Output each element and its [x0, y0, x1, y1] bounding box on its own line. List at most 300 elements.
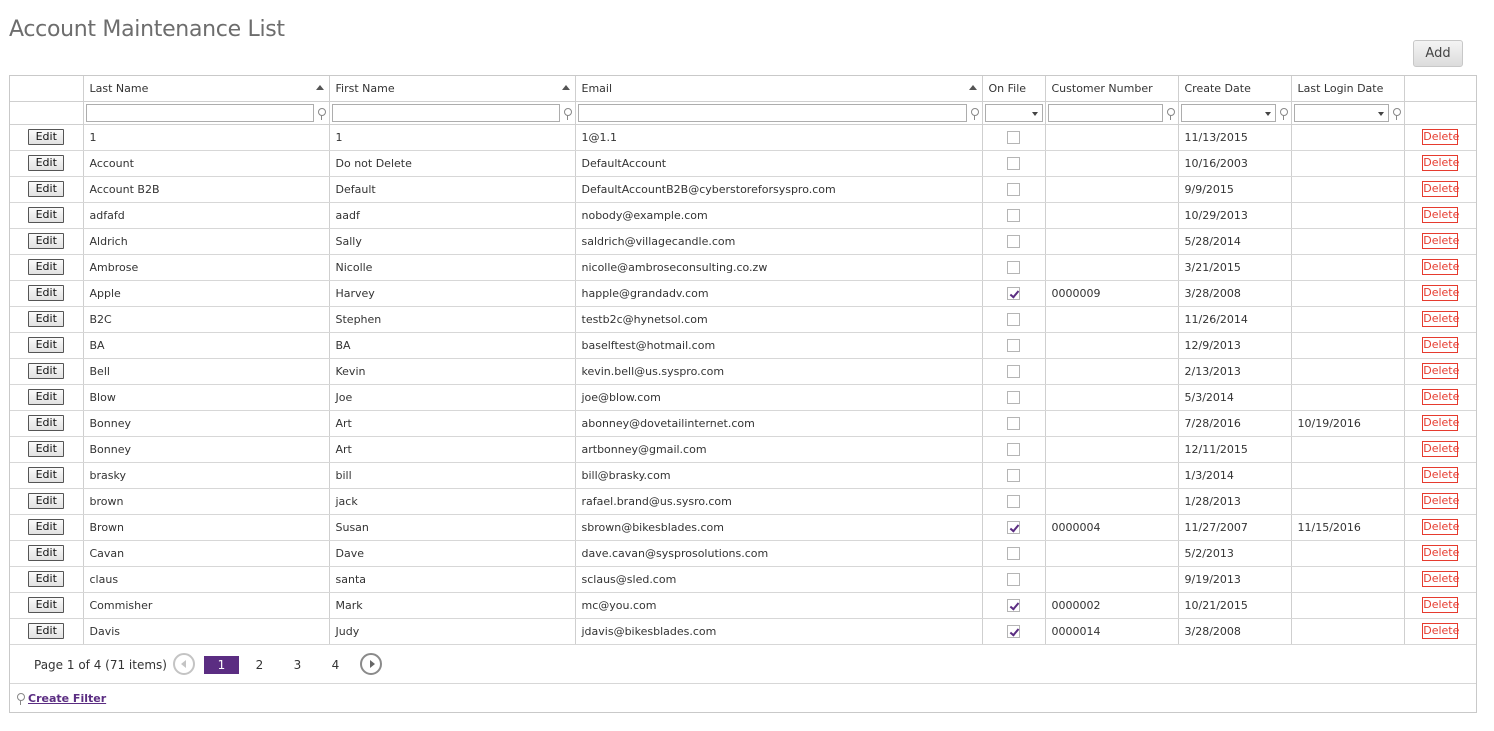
delete-button[interactable]: Delete [1423, 624, 1460, 637]
checkbox-icon[interactable] [1007, 157, 1020, 170]
pager-page-3[interactable]: 3 [293, 658, 302, 672]
edit-button[interactable]: Edit [28, 181, 64, 197]
edit-cell [10, 124, 83, 150]
edit-button[interactable]: Edit [28, 441, 64, 457]
header-create-date-label: Create Date [1184, 81, 1251, 95]
customer-number-cell [1045, 410, 1178, 436]
create-date-cell: 3/21/2015 [1178, 254, 1291, 280]
checkbox-icon[interactable] [1007, 339, 1020, 352]
table-row [10, 176, 1476, 202]
email-cell: baselftest@hotmail.com [575, 332, 982, 358]
checkbox-icon[interactable] [1007, 209, 1020, 222]
last-login-date-cell [1291, 462, 1404, 488]
pager [10, 644, 1476, 684]
last-login-date-cell [1291, 124, 1404, 150]
first-name-cell: Kevin [329, 358, 575, 384]
edit-cell [10, 488, 83, 514]
delete-cell [1404, 332, 1476, 358]
edit-button[interactable]: Edit [28, 311, 64, 327]
email-cell: happle@grandadv.com [575, 280, 982, 306]
table-row [10, 462, 1476, 488]
delete-cell [1404, 124, 1476, 150]
next-page-icon[interactable] [360, 653, 382, 675]
add-button[interactable]: Add [1413, 40, 1463, 67]
last-name-cell: adfafd [83, 202, 329, 228]
delete-cell [1404, 514, 1476, 540]
last-name-cell: Blow [83, 384, 329, 410]
last-login-date-filter-select[interactable] [1294, 104, 1389, 122]
edit-cell [10, 384, 83, 410]
checkbox-icon[interactable] [1007, 365, 1020, 378]
header-last-login-date-label: Last Login Date [1297, 81, 1384, 95]
table-row [10, 254, 1476, 280]
first-name-cell: santa [329, 566, 575, 592]
create-date-cell: 5/3/2014 [1178, 384, 1291, 410]
edit-cell [10, 332, 83, 358]
email-cell: bill@brasky.com [575, 462, 982, 488]
last-name-cell: Brown [83, 514, 329, 540]
checkbox-icon[interactable] [1007, 599, 1020, 612]
edit-cell [10, 254, 83, 280]
delete-button[interactable]: Delete [1423, 156, 1460, 169]
pager-summary: Page 1 of 4 (71 items) [34, 658, 167, 672]
edit-button[interactable]: Edit [28, 363, 64, 379]
customer-number-cell [1045, 228, 1178, 254]
customer-number-filter-input[interactable] [1048, 104, 1163, 122]
email-cell: mc@you.com [575, 592, 982, 618]
first-name-cell: Stephen [329, 306, 575, 332]
email-cell: rafael.brand@us.sysro.com [575, 488, 982, 514]
delete-cell [1404, 618, 1476, 644]
last-name-cell: Apple [83, 280, 329, 306]
customer-number-cell [1045, 254, 1178, 280]
sort-ascending-icon [562, 85, 570, 90]
header-email[interactable] [575, 76, 982, 101]
last-login-date-cell [1291, 540, 1404, 566]
edit-button[interactable]: Edit [28, 623, 64, 639]
on-file-cell [982, 384, 1045, 410]
last-name-cell: Davis [83, 618, 329, 644]
edit-cell [10, 176, 83, 202]
on-file-cell [982, 592, 1045, 618]
on-file-cell [982, 462, 1045, 488]
last-login-date-cell [1291, 306, 1404, 332]
email-cell: 1@1.1 [575, 124, 982, 150]
email-cell: saldrich@villagecandle.com [575, 228, 982, 254]
delete-cell [1404, 384, 1476, 410]
checkbox-icon[interactable] [1007, 521, 1020, 534]
dropdown-arrow-icon [1378, 112, 1384, 116]
delete-cell [1404, 150, 1476, 176]
first-name-cell: 1 [329, 124, 575, 150]
edit-button[interactable]: Edit [28, 467, 64, 483]
last-name-cell: Account [83, 150, 329, 176]
on-file-cell [982, 150, 1045, 176]
edit-cell [10, 358, 83, 384]
last-login-date-cell [1291, 332, 1404, 358]
email-cell: DefaultAccount [575, 150, 982, 176]
table-row [10, 358, 1476, 384]
on-file-cell [982, 410, 1045, 436]
checkbox-icon[interactable] [1007, 287, 1020, 300]
create-date-cell: 1/28/2013 [1178, 488, 1291, 514]
create-date-cell: 9/9/2015 [1178, 176, 1291, 202]
last-login-date-cell [1291, 488, 1404, 514]
last-name-cell: Commisher [83, 592, 329, 618]
customer-number-cell [1045, 436, 1178, 462]
header-last-login-date[interactable] [1291, 76, 1404, 101]
on-file-cell [982, 488, 1045, 514]
delete-button[interactable]: Delete [1423, 598, 1460, 611]
edit-cell [10, 150, 83, 176]
checkbox-icon[interactable] [1007, 417, 1020, 430]
filter-last-login-date [1291, 101, 1404, 124]
delete-button[interactable]: Delete [1423, 208, 1460, 221]
table-row [10, 540, 1476, 566]
email-cell: testb2c@hynetsol.com [575, 306, 982, 332]
delete-button[interactable]: Delete [1423, 312, 1460, 325]
header-first-name[interactable] [329, 76, 575, 101]
first-name-cell: Sally [329, 228, 575, 254]
last-name-cell: Aldrich [83, 228, 329, 254]
pager-page-4[interactable]: 4 [331, 658, 340, 672]
customer-number-cell [1045, 384, 1178, 410]
edit-button[interactable]: Edit [28, 597, 64, 613]
create-date-cell: 10/16/2003 [1178, 150, 1291, 176]
email-cell: joe@blow.com [575, 384, 982, 410]
customer-number-cell [1045, 306, 1178, 332]
delete-button[interactable]: Delete [1423, 520, 1460, 533]
table-row [10, 124, 1476, 150]
checkbox-icon[interactable] [1007, 443, 1020, 456]
checkbox-icon[interactable] [1007, 391, 1020, 404]
table-row [10, 150, 1476, 176]
header-last-name-label: Last Name [89, 81, 149, 95]
last-name-cell: Ambrose [83, 254, 329, 280]
first-name-cell: Default [329, 176, 575, 202]
table-row [10, 306, 1476, 332]
table-row [10, 436, 1476, 462]
last-login-date-cell [1291, 254, 1404, 280]
on-file-cell [982, 436, 1045, 462]
on-file-cell [982, 124, 1045, 150]
header-create-date[interactable] [1178, 76, 1291, 101]
first-name-cell: aadf [329, 202, 575, 228]
header-on-file[interactable] [982, 76, 1045, 101]
first-name-cell: BA [329, 332, 575, 358]
email-cell: DefaultAccountB2B@cyberstoreforsyspro.com [575, 176, 982, 202]
edit-button[interactable]: Edit [28, 233, 64, 249]
filter-first-name [329, 101, 575, 124]
delete-button[interactable]: Delete [1423, 182, 1460, 195]
email-cell: artbonney@gmail.com [575, 436, 982, 462]
filter-customer-number [1045, 101, 1178, 124]
last-login-date-cell [1291, 150, 1404, 176]
header-customer-number-label: Customer Number [1051, 81, 1153, 95]
pager-page-2[interactable]: 2 [255, 658, 264, 672]
filter-icon[interactable] [1279, 108, 1288, 120]
delete-cell [1404, 436, 1476, 462]
checkbox-icon[interactable] [1007, 573, 1020, 586]
account-grid [9, 75, 1477, 713]
delete-button[interactable]: Delete [1423, 234, 1460, 247]
delete-button[interactable]: Delete [1423, 572, 1460, 585]
delete-cell [1404, 540, 1476, 566]
on-file-filter-select[interactable] [985, 104, 1043, 122]
delete-button[interactable]: Delete [1423, 260, 1460, 273]
email-cell: sclaus@sled.com [575, 566, 982, 592]
table-row [10, 488, 1476, 514]
pager-page-1[interactable]: 1 [204, 656, 239, 674]
edit-cell [10, 436, 83, 462]
delete-button[interactable]: Delete [1423, 442, 1460, 455]
delete-cell [1404, 202, 1476, 228]
create-filter-link[interactable]: Create Filter [28, 692, 107, 705]
last-login-date-cell [1291, 384, 1404, 410]
first-name-cell: Dave [329, 540, 575, 566]
filter-icon[interactable] [970, 108, 979, 120]
grid-body [10, 124, 1476, 644]
customer-number-cell: 0000009 [1045, 280, 1178, 306]
filter-create-date [1178, 101, 1291, 124]
customer-number-cell: 0000002 [1045, 592, 1178, 618]
on-file-cell [982, 540, 1045, 566]
delete-button[interactable]: Delete [1423, 546, 1460, 559]
last-login-date-cell [1291, 202, 1404, 228]
last-name-cell: brown [83, 488, 329, 514]
email-cell: nicolle@ambroseconsulting.co.zw [575, 254, 982, 280]
first-name-cell: Harvey [329, 280, 575, 306]
create-date-cell: 5/28/2014 [1178, 228, 1291, 254]
edit-cell [10, 592, 83, 618]
edit-cell [10, 566, 83, 592]
filter-icon[interactable] [563, 108, 572, 120]
last-name-cell: BA [83, 332, 329, 358]
last-name-cell: 1 [83, 124, 329, 150]
first-name-cell: Do not Delete [329, 150, 575, 176]
on-file-cell [982, 254, 1045, 280]
first-name-filter-input[interactable] [332, 104, 560, 122]
delete-cell [1404, 306, 1476, 332]
customer-number-cell: 0000014 [1045, 618, 1178, 644]
table-row [10, 332, 1476, 358]
sort-ascending-icon [969, 85, 977, 90]
customer-number-cell [1045, 176, 1178, 202]
delete-cell [1404, 410, 1476, 436]
header-delete [1404, 76, 1476, 101]
last-name-cell: Bell [83, 358, 329, 384]
edit-button[interactable]: Edit [28, 129, 64, 145]
checkbox-icon[interactable] [1007, 313, 1020, 326]
customer-number-cell [1045, 462, 1178, 488]
table-row [10, 228, 1476, 254]
table-row [10, 384, 1476, 410]
header-email-label: Email [581, 81, 613, 95]
delete-button[interactable]: Delete [1423, 390, 1460, 403]
delete-cell [1404, 228, 1476, 254]
create-date-cell: 2/13/2013 [1178, 358, 1291, 384]
create-date-cell: 1/3/2014 [1178, 462, 1291, 488]
delete-cell [1404, 358, 1476, 384]
edit-button[interactable]: Edit [28, 571, 64, 587]
filter-email [575, 101, 982, 124]
checkbox-icon[interactable] [1007, 469, 1020, 482]
edit-cell [10, 514, 83, 540]
table-row [10, 280, 1476, 306]
edit-cell [10, 228, 83, 254]
first-name-cell: Nicolle [329, 254, 575, 280]
customer-number-cell [1045, 124, 1178, 150]
last-name-cell: Cavan [83, 540, 329, 566]
on-file-cell [982, 566, 1045, 592]
last-name-filter-input[interactable] [86, 104, 314, 122]
page-title: Account Maintenance List [9, 16, 285, 42]
edit-cell [10, 618, 83, 644]
edit-cell [10, 306, 83, 332]
edit-button[interactable]: Edit [28, 207, 64, 223]
edit-cell [10, 540, 83, 566]
delete-button[interactable]: Delete [1423, 494, 1460, 507]
customer-number-cell [1045, 566, 1178, 592]
edit-cell [10, 202, 83, 228]
filter-icon[interactable] [1166, 108, 1175, 120]
last-name-cell: B2C [83, 306, 329, 332]
delete-cell [1404, 280, 1476, 306]
checkbox-icon[interactable] [1007, 495, 1020, 508]
customer-number-cell [1045, 358, 1178, 384]
last-login-date-cell [1291, 592, 1404, 618]
on-file-cell [982, 228, 1045, 254]
last-name-cell: Bonney [83, 410, 329, 436]
customer-number-cell [1045, 202, 1178, 228]
delete-button[interactable]: Delete [1423, 338, 1460, 351]
checkbox-icon[interactable] [1007, 625, 1020, 638]
last-login-date-cell [1291, 358, 1404, 384]
edit-button[interactable]: Edit [28, 415, 64, 431]
edit-cell [10, 410, 83, 436]
table-row [10, 410, 1476, 436]
checkbox-icon[interactable] [1007, 131, 1020, 144]
first-name-cell: Art [329, 436, 575, 462]
delete-cell [1404, 488, 1476, 514]
last-name-cell: claus [83, 566, 329, 592]
email-cell: dave.cavan@sysprosolutions.com [575, 540, 982, 566]
first-name-cell: jack [329, 488, 575, 514]
email-cell: nobody@example.com [575, 202, 982, 228]
edit-button[interactable]: Edit [28, 259, 64, 275]
first-name-cell: Susan [329, 514, 575, 540]
table-row [10, 592, 1476, 618]
email-cell: jdavis@bikesblades.com [575, 618, 982, 644]
create-date-cell: 3/28/2008 [1178, 280, 1291, 306]
header-last-name[interactable] [83, 76, 329, 101]
filter-actions [10, 101, 83, 124]
checkbox-icon[interactable] [1007, 183, 1020, 196]
create-date-filter-select[interactable] [1181, 104, 1276, 122]
sort-ascending-icon [316, 85, 324, 90]
delete-button[interactable]: Delete [1423, 416, 1460, 429]
on-file-cell [982, 176, 1045, 202]
edit-button[interactable]: Edit [28, 337, 64, 353]
edit-button[interactable]: Edit [28, 493, 64, 509]
email-cell: kevin.bell@us.syspro.com [575, 358, 982, 384]
table-row [10, 618, 1476, 644]
header-row [10, 76, 1476, 101]
delete-cell [1404, 462, 1476, 488]
first-name-cell: Art [329, 410, 575, 436]
last-name-cell: Account B2B [83, 176, 329, 202]
header-actions [10, 76, 83, 101]
table-row [10, 514, 1476, 540]
edit-button[interactable]: Edit [28, 285, 64, 301]
first-name-cell: Joe [329, 384, 575, 410]
account-table [10, 76, 1476, 645]
customer-number-cell [1045, 488, 1178, 514]
create-date-cell: 12/9/2013 [1178, 332, 1291, 358]
delete-button[interactable]: Delete [1423, 364, 1460, 377]
filter-last-name [83, 101, 329, 124]
edit-cell [10, 280, 83, 306]
customer-number-cell: 0000004 [1045, 514, 1178, 540]
email-filter-input[interactable] [578, 104, 967, 122]
header-customer-number[interactable] [1045, 76, 1178, 101]
create-date-cell: 10/29/2013 [1178, 202, 1291, 228]
checkbox-icon[interactable] [1007, 547, 1020, 560]
customer-number-cell [1045, 332, 1178, 358]
last-login-date-cell [1291, 436, 1404, 462]
email-cell: abonney@dovetailinternet.com [575, 410, 982, 436]
create-date-cell: 7/28/2016 [1178, 410, 1291, 436]
on-file-cell [982, 202, 1045, 228]
edit-button[interactable]: Edit [28, 545, 64, 561]
table-row [10, 566, 1476, 592]
checkbox-icon[interactable] [1007, 261, 1020, 274]
delete-button[interactable]: Delete [1423, 286, 1460, 299]
on-file-cell [982, 332, 1045, 358]
last-login-date-cell [1291, 280, 1404, 306]
prev-page-icon[interactable] [173, 653, 195, 675]
email-cell: sbrown@bikesblades.com [575, 514, 982, 540]
edit-button[interactable]: Edit [28, 155, 64, 171]
delete-cell [1404, 566, 1476, 592]
filter-icon[interactable] [1392, 108, 1401, 120]
header-on-file-label: On File [988, 81, 1027, 95]
delete-cell [1404, 176, 1476, 202]
edit-button[interactable]: Edit [28, 389, 64, 405]
last-login-date-cell [1291, 228, 1404, 254]
filter-delete [1404, 101, 1476, 124]
create-date-cell: 3/28/2008 [1178, 618, 1291, 644]
filter-icon [16, 693, 25, 705]
delete-button[interactable]: Delete [1423, 468, 1460, 481]
create-date-cell: 11/26/2014 [1178, 306, 1291, 332]
on-file-cell [982, 514, 1045, 540]
checkbox-icon[interactable] [1007, 235, 1020, 248]
customer-number-cell [1045, 150, 1178, 176]
first-name-cell: Mark [329, 592, 575, 618]
dropdown-arrow-icon [1032, 112, 1038, 116]
create-date-cell: 11/13/2015 [1178, 124, 1291, 150]
create-date-cell: 9/19/2013 [1178, 566, 1291, 592]
last-name-cell: brasky [83, 462, 329, 488]
delete-button[interactable]: Delete [1423, 130, 1460, 143]
filter-row [10, 101, 1476, 124]
create-date-cell: 5/2/2013 [1178, 540, 1291, 566]
header-first-name-label: First Name [335, 81, 395, 95]
filter-icon[interactable] [317, 108, 326, 120]
edit-button[interactable]: Edit [28, 519, 64, 535]
filter-bar [10, 686, 1476, 712]
